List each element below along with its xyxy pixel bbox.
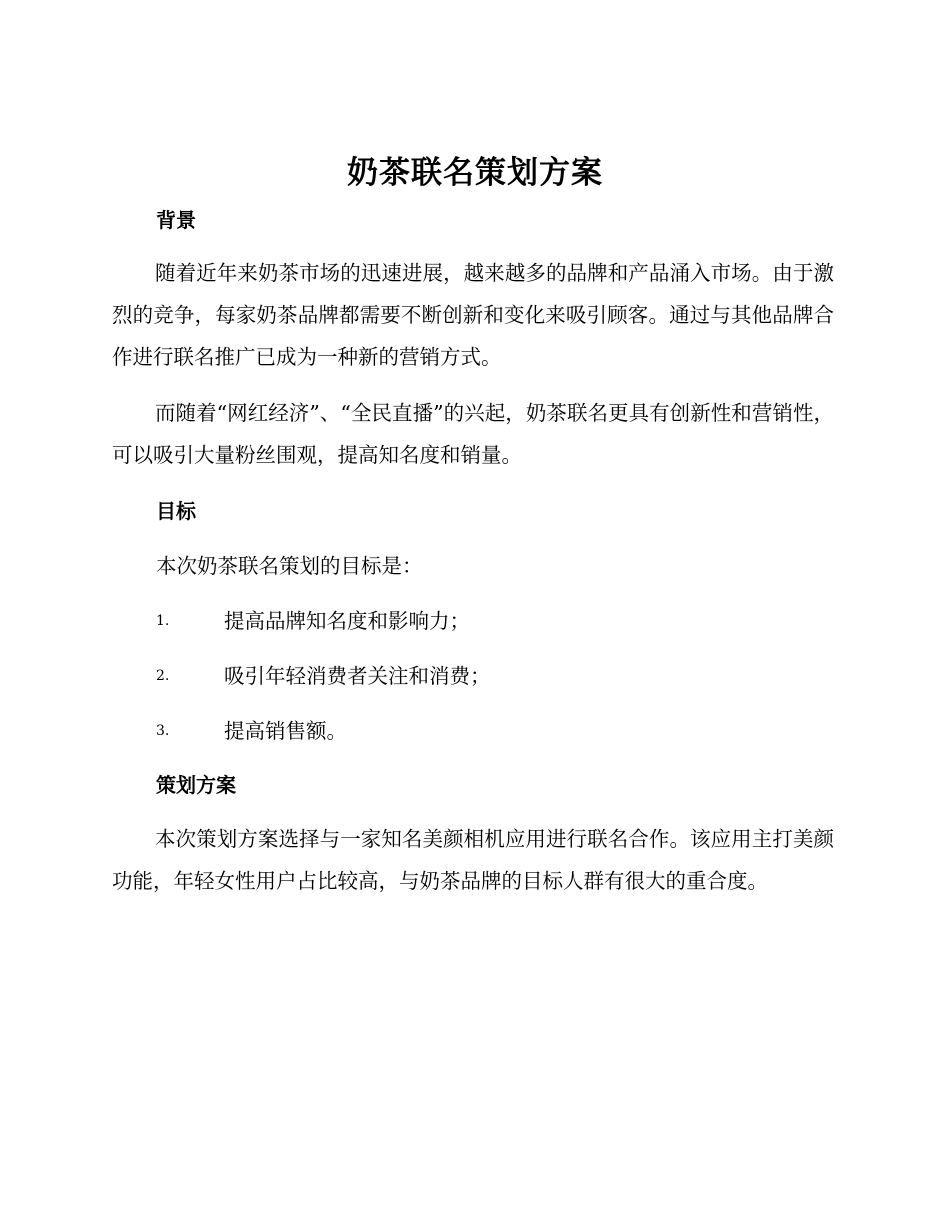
section-heading-background: 背景: [156, 208, 196, 232]
plan-paragraph-1: 本次策划方案选择与一家知名美颜相机应用进行联名合作。该应用主打美颜功能，年轻女性用户占比较高，与奶茶品牌的目标人群有很大的重合度。: [112, 827, 834, 893]
list-text: 吸引年轻消费者关注和消费；: [224, 664, 491, 688]
section-heading-goals: 目标: [156, 499, 196, 523]
background-paragraph-2: 而随着“网红经济”、“全民直播”的兴起，奶茶联名更具有创新性和营销性，可以吸引大量粉丝围观，提高知名度和销量。: [112, 401, 834, 467]
document-title: 奶茶联名策划方案: [347, 155, 603, 191]
list-text: 提高销售额。: [224, 719, 347, 743]
background-paragraph-1: 随着近年来奶茶市场的迅速进展，越来越多的品牌和产品涌入市场。由于激烈的竞争，每家奶茶品牌都需要不断创新和变化来吸引顾客。通过与其他品牌合作进行联名推广已成为一种新的营销方式。: [112, 261, 834, 369]
list-text: 提高品牌知名度和影响力；: [224, 609, 470, 633]
goals-intro: 本次奶茶联名策划的目标是：: [156, 554, 423, 578]
list-number: 1.: [156, 613, 170, 629]
list-number: 3.: [156, 723, 170, 739]
list-number: 2.: [156, 668, 170, 684]
section-heading-plan: 策划方案: [156, 773, 236, 797]
